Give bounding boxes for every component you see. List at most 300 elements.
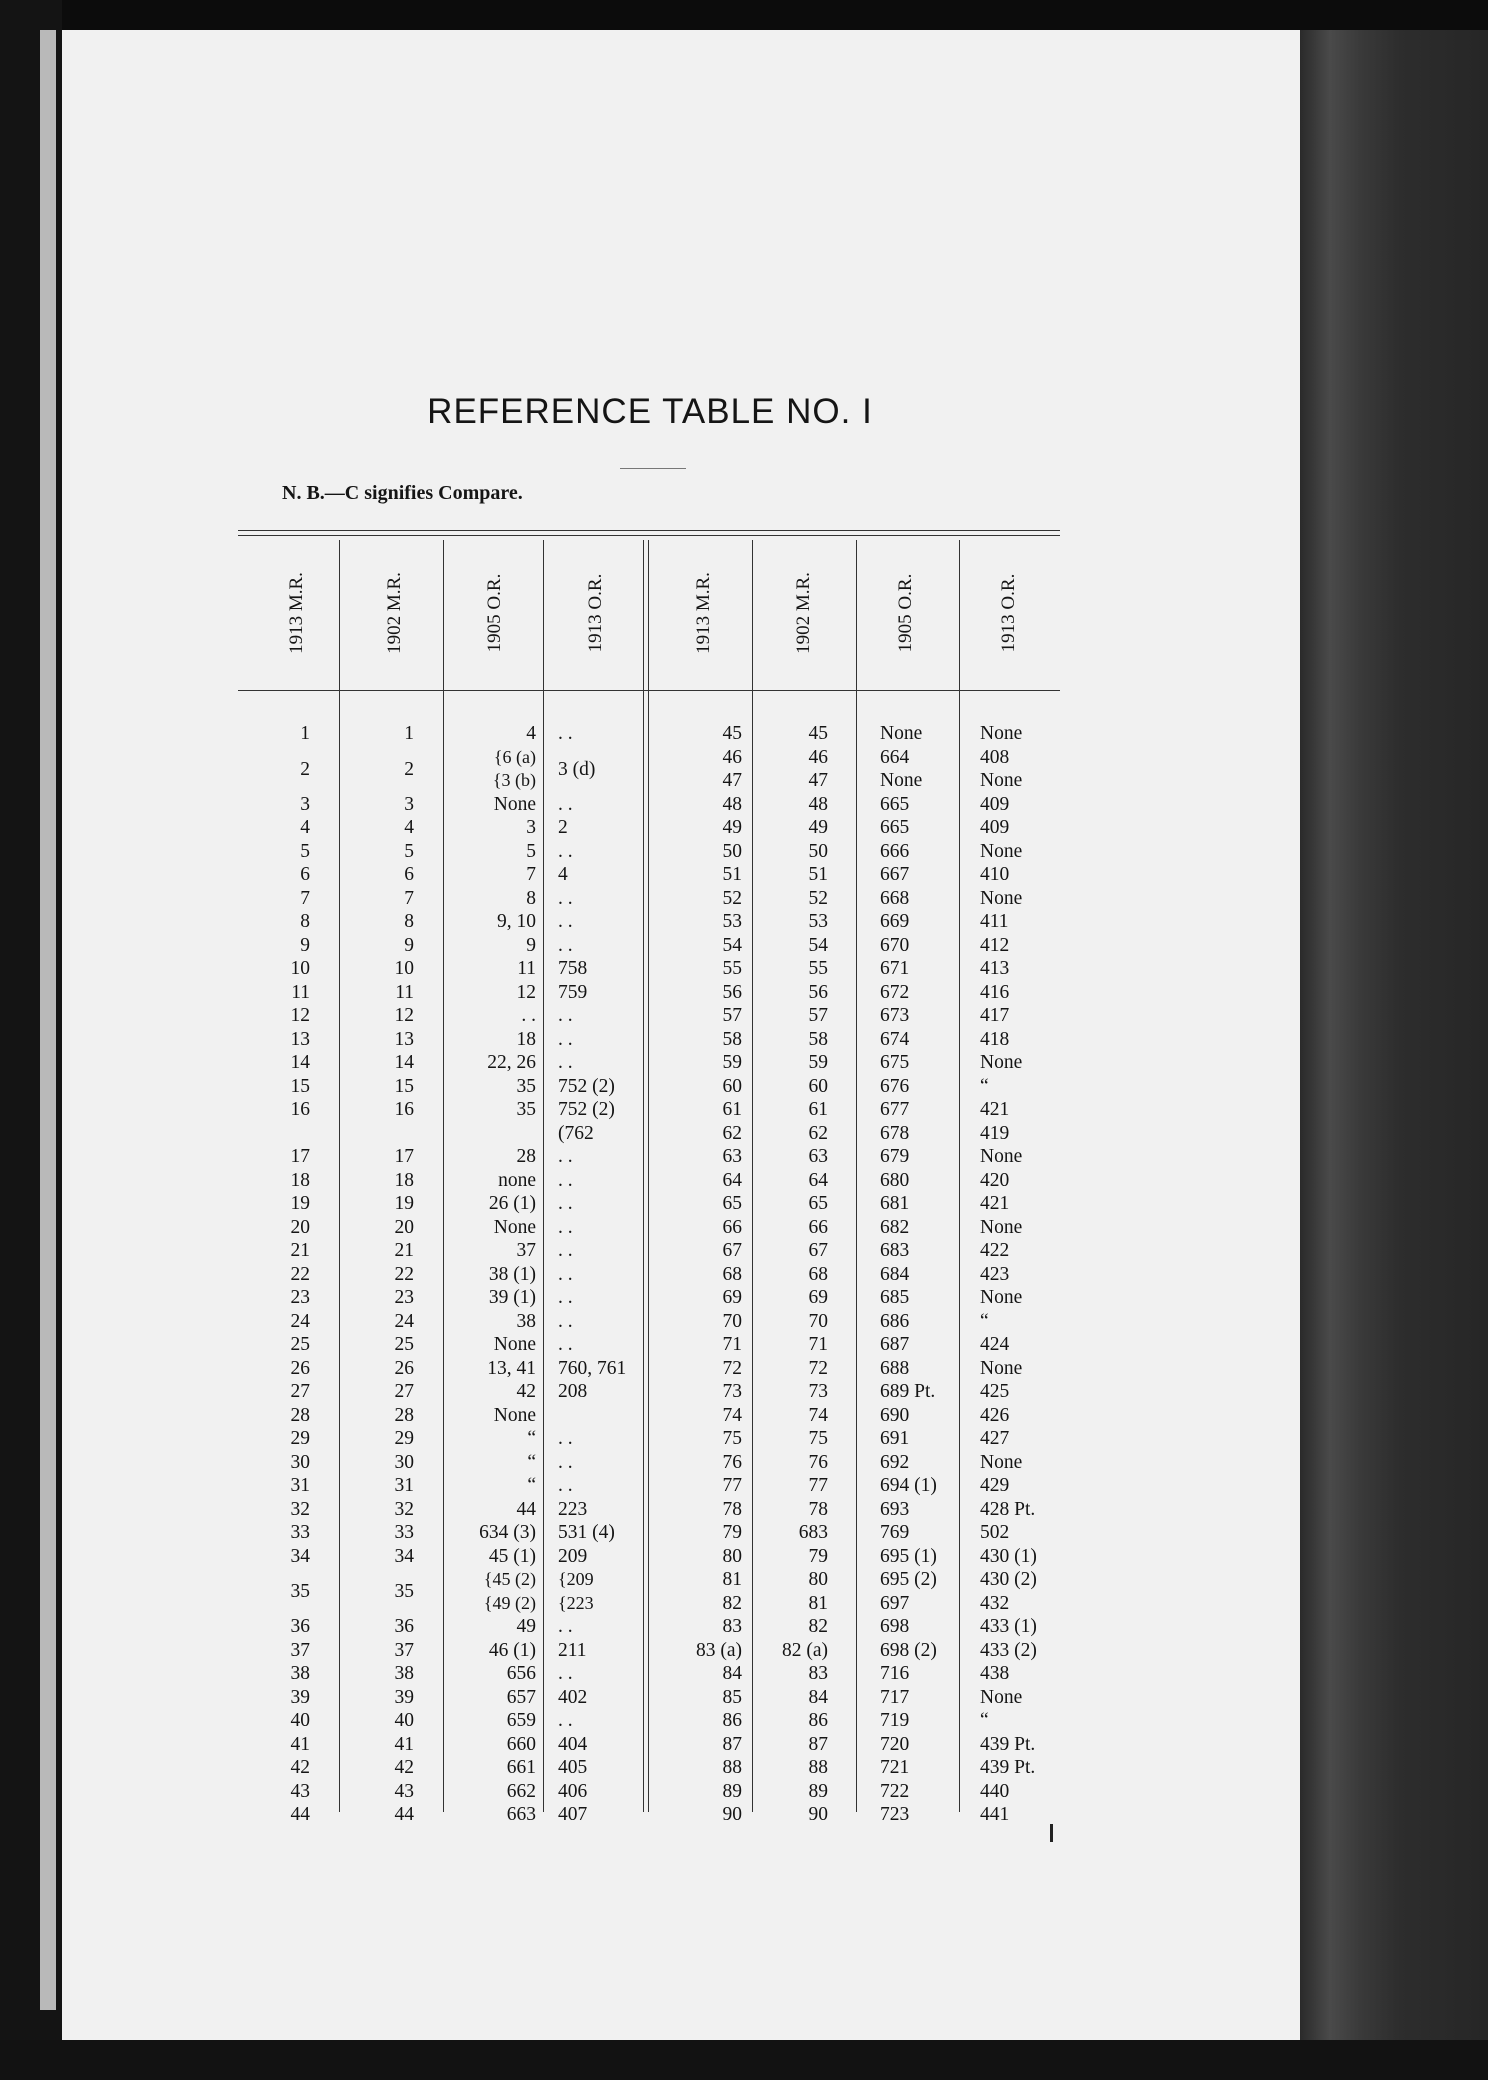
table-cell: 723	[880, 1804, 910, 1825]
table-cell: 69	[722, 1287, 742, 1308]
table-cell: 34	[394, 1545, 414, 1567]
col-left-1913-mr	[250, 722, 310, 1827]
table-cell: 19	[394, 1193, 414, 1214]
table-cell: 4	[300, 817, 310, 838]
table-cell: 416	[980, 981, 1010, 1003]
table-cell: . .	[558, 1028, 573, 1050]
table-cell: 33	[290, 1522, 310, 1543]
table-cell: 12	[394, 1005, 414, 1026]
table-cell: 683	[880, 1240, 910, 1261]
table-cell: . .	[558, 1451, 573, 1473]
table-cell: None	[980, 1052, 1023, 1073]
table-cell: 84	[722, 1663, 742, 1684]
table-cell: 693	[880, 1498, 910, 1520]
table-cell: 49	[516, 1616, 536, 1637]
table-cell: 53	[808, 911, 828, 932]
table-cell: 35	[394, 1581, 414, 1602]
table-cell: . .	[558, 1193, 573, 1214]
table-cell: “	[980, 1710, 989, 1731]
table-cell: . .	[558, 1216, 573, 1238]
table-cell: 81	[808, 1592, 828, 1614]
title-rule	[620, 468, 686, 469]
table-cell: 19	[290, 1193, 310, 1214]
table-cell: 88	[808, 1757, 828, 1778]
header-1902-mr-right: 1902 M.R.	[793, 572, 814, 654]
table-cell: 752 (2)	[558, 1099, 615, 1120]
col-right-1902-mr	[760, 722, 828, 1827]
table-cell: . .	[558, 1310, 573, 1332]
table-cell: 4	[558, 864, 568, 885]
table-cell: 430 (1)	[980, 1545, 1037, 1567]
table-cell: 2	[558, 817, 568, 838]
table-cell: 680	[880, 1169, 910, 1191]
table-cell: 76	[808, 1451, 828, 1473]
table-cell: 673	[880, 1005, 910, 1026]
table-cell: 82	[722, 1592, 742, 1614]
table-cell: 681	[880, 1193, 910, 1214]
table-cell: 665	[880, 793, 910, 815]
table-cell: None	[880, 723, 923, 744]
table-cell: 85	[722, 1686, 742, 1708]
col-left-1913-or	[558, 722, 648, 1827]
top-rule	[238, 530, 1060, 531]
table-cell: 3 (d)	[558, 758, 596, 780]
table-cell: 46 (1)	[488, 1639, 536, 1661]
table-cell: 89	[722, 1780, 742, 1802]
table-cell: 41	[394, 1733, 414, 1755]
table-cell: 684	[880, 1263, 910, 1285]
table-cell: 3	[404, 793, 414, 815]
table-cell: 46	[808, 746, 828, 768]
table-cell: 40	[394, 1710, 414, 1731]
table-cell: 33	[394, 1522, 414, 1543]
table-cell	[448, 1122, 536, 1146]
table-cell: 37	[290, 1639, 310, 1661]
table-cell: 430 (2)	[980, 1569, 1037, 1590]
table-cell: 31	[290, 1475, 310, 1496]
column-divider	[856, 540, 857, 1812]
table-cell: 6	[300, 864, 310, 885]
book-spine	[1300, 30, 1488, 2040]
table-cell: 752 (2)	[558, 1075, 615, 1097]
table-cell: 35	[516, 1099, 536, 1120]
table-cell: 697	[880, 1592, 910, 1614]
table-cell: 42	[516, 1381, 536, 1402]
table-cell: 81	[722, 1569, 742, 1590]
table-cell: 421	[980, 1099, 1010, 1120]
table-cell: 664	[880, 746, 910, 768]
table-cell: 223	[558, 1498, 588, 1520]
table-cell: 28	[516, 1146, 536, 1167]
table-cell: 674	[880, 1028, 910, 1050]
table-cell: 422	[980, 1240, 1010, 1261]
table-cell: 29	[290, 1428, 310, 1449]
table-cell: 24	[394, 1310, 414, 1332]
header-1905-or-left: 1905 O.R.	[484, 573, 505, 653]
table-cell: 72	[722, 1357, 742, 1379]
table-cell: 686	[880, 1310, 910, 1332]
table-cell: . .	[558, 840, 573, 862]
table-cell: 659	[506, 1710, 536, 1731]
table-cell: 15	[290, 1075, 310, 1097]
table-cell: 676	[880, 1075, 910, 1097]
table-cell: 80	[722, 1545, 742, 1567]
table-cell: 39	[394, 1686, 414, 1708]
table-cell	[250, 1122, 310, 1146]
column-divider-double	[648, 540, 649, 1812]
table-cell: 758	[558, 958, 588, 979]
table-cell: None	[980, 840, 1023, 862]
table-cell: 1	[300, 723, 310, 744]
table-cell: None	[980, 1287, 1023, 1308]
col-right-1905-or	[880, 722, 960, 1827]
table-cell: 719	[880, 1710, 910, 1731]
table-cell: 42	[394, 1757, 414, 1778]
table-cell: 668	[880, 887, 910, 909]
table-cell: 683	[798, 1522, 828, 1543]
table-cell: None	[980, 887, 1023, 909]
col-right-1913-or	[980, 722, 1060, 1827]
table-cell: 83	[722, 1616, 742, 1637]
table-cell: 410	[980, 864, 1010, 885]
table-cell: 76	[722, 1451, 742, 1473]
table-cell: 411	[980, 911, 1009, 932]
header-1913-or-right: 1913 O.R.	[998, 573, 1019, 653]
table-cell: 720	[880, 1733, 910, 1755]
table-cell: 634 (3)	[479, 1522, 536, 1543]
table-cell: 60	[722, 1075, 742, 1097]
table-cell: 2	[404, 758, 414, 780]
table-cell: 39	[290, 1686, 310, 1708]
table-cell: 721	[880, 1757, 910, 1778]
table-cell: 35	[516, 1075, 536, 1097]
table-cell: 27	[290, 1381, 310, 1402]
table-cell: 439 Pt.	[980, 1757, 1036, 1778]
table-cell: 72	[808, 1357, 828, 1379]
table-cell: 26	[290, 1357, 310, 1379]
table-cell: None	[493, 793, 536, 815]
table-cell: 4	[404, 817, 414, 838]
table-cell: 18	[516, 1028, 536, 1050]
table-cell: 420	[980, 1169, 1010, 1191]
table-cell: . .	[521, 1005, 536, 1026]
table-cell: 21	[290, 1240, 310, 1261]
table-cell: 25	[394, 1334, 414, 1355]
table-cell: 3	[526, 817, 536, 838]
table-cell: None	[493, 1334, 536, 1355]
table-cell: 663	[506, 1804, 536, 1825]
table-cell: 87	[808, 1733, 828, 1755]
table-cell: 3	[300, 793, 310, 815]
table-cell: 45 (1)	[488, 1545, 536, 1567]
table-cell: 7	[300, 887, 310, 909]
table-cell: 691	[880, 1428, 910, 1449]
table-cell: 209	[558, 1545, 588, 1567]
table-cell: 74	[722, 1404, 742, 1426]
table-cell: 44	[516, 1498, 536, 1520]
stray-mark	[1050, 1824, 1053, 1842]
table-cell: 5	[300, 840, 310, 862]
column-divider	[752, 540, 753, 1812]
table-cell: None	[493, 1216, 536, 1238]
table-cell: 20	[394, 1216, 414, 1238]
col-left-1902-mr	[350, 722, 414, 1827]
table-cell: 698 (2)	[880, 1639, 937, 1661]
table-cell: 8	[526, 887, 536, 909]
table-cell: 79	[808, 1545, 828, 1567]
table-cell: 52	[808, 887, 828, 909]
table-cell: 53	[722, 911, 742, 932]
table-cell: 71	[722, 1334, 742, 1355]
table-cell: 7	[526, 864, 536, 885]
table-cell: 9, 10	[497, 911, 536, 932]
table-cell: 41	[290, 1733, 310, 1755]
table-cell: 73	[808, 1381, 828, 1402]
table-cell: 65	[722, 1193, 742, 1214]
table-cell: 438	[980, 1663, 1010, 1684]
table-cell: 48	[722, 793, 742, 815]
table-cell: 71	[808, 1334, 828, 1355]
table-cell: 35	[290, 1581, 310, 1602]
table-cell: 26	[394, 1357, 414, 1379]
table-cell: 86	[722, 1710, 742, 1731]
table-cell: 55	[808, 958, 828, 979]
table-cell: “	[527, 1475, 536, 1496]
table-cell: 86	[808, 1710, 828, 1731]
table-cell: . .	[558, 1052, 573, 1073]
table-cell: 406	[558, 1780, 588, 1802]
table-cell: 662	[506, 1780, 536, 1802]
table-cell: 698	[880, 1616, 910, 1637]
header-1913-or-left: 1913 O.R.	[585, 573, 606, 653]
header-1913-mr-left: 1913 M.R.	[286, 572, 307, 654]
table-cell	[558, 1404, 648, 1428]
table-cell: 667	[880, 864, 910, 885]
table-cell: {45 (2) {49 (2)	[483, 1569, 536, 1613]
top-rule-2	[238, 535, 1060, 536]
table-cell: 58	[722, 1028, 742, 1050]
table-cell: “	[980, 1075, 989, 1097]
table-cell: 68	[808, 1263, 828, 1285]
table-cell: 678	[880, 1122, 910, 1144]
table-cell: 54	[808, 934, 828, 956]
table-cell: 660	[506, 1733, 536, 1755]
table-cell: 70	[722, 1310, 742, 1332]
table-cell: 408	[980, 746, 1010, 768]
table-cell: 404	[558, 1733, 588, 1755]
table-cell: None	[980, 1146, 1023, 1167]
table-cell: 28	[394, 1404, 414, 1426]
table-cell: 25	[290, 1334, 310, 1355]
table-cell: 402	[558, 1686, 588, 1708]
table-cell: 685	[880, 1287, 910, 1308]
table-cell: 43	[394, 1780, 414, 1802]
table-cell: 90	[722, 1804, 742, 1825]
table-cell: 689 Pt.	[880, 1381, 936, 1402]
table-cell: 17	[394, 1146, 414, 1167]
table-cell: 38	[516, 1310, 536, 1332]
table-cell: 429	[980, 1475, 1010, 1496]
table-cell: 13	[290, 1028, 310, 1050]
table-cell: 675	[880, 1052, 910, 1073]
table-cell: 16	[394, 1099, 414, 1120]
table-cell: 665	[880, 817, 910, 838]
table-cell: “	[527, 1451, 536, 1473]
table-cell: . .	[558, 1005, 573, 1026]
table-cell: 16	[290, 1099, 310, 1120]
table-cell: 11	[291, 981, 310, 1003]
table-cell: 50	[808, 840, 828, 862]
table-cell: 20	[290, 1216, 310, 1238]
table-cell: 208	[558, 1381, 588, 1402]
table-cell: 666	[880, 840, 910, 862]
header-rule	[238, 690, 1060, 691]
table-cell: 82	[808, 1616, 828, 1637]
table-cell: {209 {223	[558, 1569, 594, 1613]
table-cell: 14	[394, 1052, 414, 1073]
table-cell: none	[498, 1169, 536, 1191]
table-cell: 46	[722, 746, 742, 768]
table-cell: 409	[980, 793, 1010, 815]
table-cell: 58	[808, 1028, 828, 1050]
table-cell: 10	[290, 958, 310, 979]
table-cell: 717	[880, 1686, 910, 1708]
table-cell: 37	[394, 1639, 414, 1661]
table-cell: 418	[980, 1028, 1010, 1050]
table-cell: 39 (1)	[488, 1287, 536, 1308]
table-cell: 42	[290, 1757, 310, 1778]
table-cell: 61	[722, 1099, 742, 1120]
column-divider	[543, 540, 544, 1812]
table-cell: 74	[808, 1404, 828, 1426]
table-cell: . .	[558, 1616, 573, 1637]
table-cell: 50	[722, 840, 742, 862]
table-cell: 18	[394, 1169, 414, 1191]
table-cell: 695 (2)	[880, 1569, 937, 1590]
table-cell: . .	[558, 1428, 573, 1449]
header-1913-mr-right: 1913 M.R.	[693, 572, 714, 654]
table-cell: 412	[980, 934, 1010, 956]
page-title: REFERENCE TABLE NO. I	[427, 392, 873, 431]
table-cell: 52	[722, 887, 742, 909]
table-cell: 417	[980, 1005, 1010, 1026]
table-cell: 407	[558, 1804, 588, 1825]
table-cell: 77	[722, 1475, 742, 1496]
table-cell: 1	[404, 723, 414, 744]
table-cell: 405	[558, 1757, 588, 1778]
table-cell: 657	[506, 1686, 536, 1708]
table-cell: 59	[808, 1052, 828, 1073]
table-cell: 690	[880, 1404, 910, 1426]
table-cell: 677	[880, 1099, 910, 1120]
table-cell: 57	[722, 1005, 742, 1026]
table-cell: 43	[290, 1780, 310, 1802]
table-cell: {6 (a) {3 (b)	[492, 746, 536, 790]
table-cell: 82 (a)	[781, 1639, 828, 1661]
table-cell: 15	[394, 1075, 414, 1097]
table-cell: 45	[722, 723, 742, 744]
table-cell: 31	[394, 1475, 414, 1496]
table-cell: 671	[880, 958, 910, 979]
table-cell: 531 (4)	[558, 1522, 615, 1543]
table-cell: 57	[808, 1005, 828, 1026]
table-cell: 66	[808, 1216, 828, 1238]
table-cell: 427	[980, 1428, 1010, 1449]
table-cell: . .	[558, 1663, 573, 1684]
table-cell: 440	[980, 1780, 1010, 1802]
bottom-edge	[0, 2040, 1488, 2080]
table-cell: 49	[722, 817, 742, 838]
table-cell: 45	[808, 723, 828, 744]
table-cell: . .	[558, 887, 573, 909]
table-cell: 432	[980, 1592, 1010, 1614]
table-cell: 78	[722, 1498, 742, 1520]
table-cell: 682	[880, 1216, 910, 1238]
table-cell: 695 (1)	[880, 1545, 937, 1567]
table-cell: None	[980, 723, 1023, 744]
table-cell: 38	[290, 1663, 310, 1684]
table-cell: 75	[808, 1428, 828, 1449]
table-cell: (762	[558, 1122, 594, 1144]
note: N. B.—C signifies Compare.	[282, 482, 523, 504]
table-cell: 63	[808, 1146, 828, 1167]
table-cell: 769	[880, 1522, 910, 1543]
table-cell: 28	[290, 1404, 310, 1426]
table-cell: 44	[290, 1804, 310, 1825]
table-cell: 83 (a)	[695, 1639, 742, 1661]
col-left-1905-or	[448, 722, 536, 1827]
table-cell: 36	[290, 1616, 310, 1637]
table-cell: . .	[558, 934, 573, 956]
table-cell: 62	[722, 1122, 742, 1144]
column-divider	[339, 540, 340, 1812]
table-cell: 759	[558, 981, 588, 1003]
table-cell: 34	[290, 1545, 310, 1567]
table-cell: 88	[722, 1757, 742, 1778]
table-cell: . .	[558, 723, 573, 744]
table-cell: 70	[808, 1310, 828, 1332]
table-cell: 75	[722, 1428, 742, 1449]
table-cell: 424	[980, 1334, 1010, 1355]
col-right-1913-mr	[660, 722, 742, 1827]
table-cell: 679	[880, 1146, 910, 1167]
table-cell: 433 (1)	[980, 1616, 1037, 1637]
table-cell: . .	[558, 1287, 573, 1308]
table-cell: 60	[808, 1075, 828, 1097]
table-cell: 661	[506, 1757, 536, 1778]
table-cell: 79	[722, 1522, 742, 1543]
table-cell: 6	[404, 864, 414, 885]
table-cell: 10	[394, 958, 414, 979]
table-cell: 84	[808, 1686, 828, 1708]
table-cell: . .	[558, 1263, 573, 1285]
table-cell: 12	[516, 981, 536, 1003]
table-cell: 694 (1)	[880, 1475, 937, 1496]
table-cell: 433 (2)	[980, 1639, 1037, 1661]
table-cell: 80	[808, 1569, 828, 1590]
table-cell: 65	[808, 1193, 828, 1214]
table-cell: “	[980, 1310, 989, 1332]
table-cell: 32	[394, 1498, 414, 1520]
table-cell: . .	[558, 793, 573, 815]
table-cell: 8	[300, 911, 310, 932]
table-cell: 17	[290, 1146, 310, 1167]
table-cell: 23	[290, 1287, 310, 1308]
table-cell: 692	[880, 1451, 910, 1473]
header-1905-or-right: 1905 O.R.	[895, 573, 916, 653]
table-cell: 421	[980, 1193, 1010, 1214]
table-cell: 441	[980, 1804, 1010, 1825]
